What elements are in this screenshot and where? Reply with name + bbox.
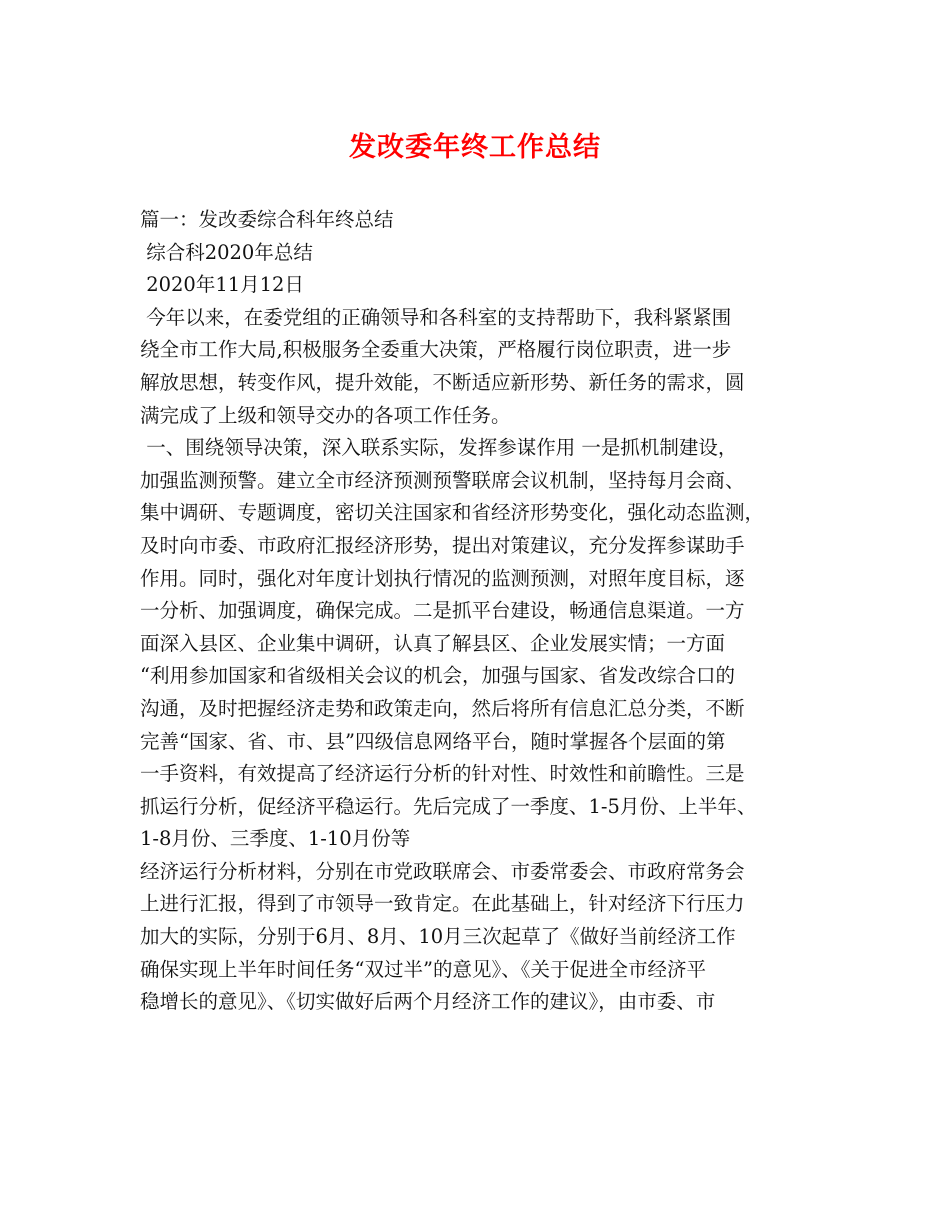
body-line: 加强监测预警。建立全市经济预测预警联席会议机制，坚持每月会商、: [140, 468, 745, 492]
body-line: 2020年11月12日: [140, 273, 304, 297]
body-line: 完善“国家、省、市、县”四级信息网络平台，随时掌握各个层面的第: [140, 729, 726, 753]
body-line: 集中调研、专题调度，密切关注国家和省经济形势变化，强化动态监测，: [140, 501, 765, 525]
document-title: 发改委年终工作总结: [349, 132, 601, 163]
body-line: 稳增长的意见》、《切实做好后两个月经济工作的建议》，由市委、市: [140, 990, 716, 1014]
body-line: 一分析、加强调度，确保完成。二是抓平台建设，畅通信息渠道。一方: [140, 599, 745, 623]
body-line: 加大的实际，分别于6月、8月、10月三次起草了《做好当前经济工作: [140, 925, 736, 949]
body-line: 一手资料，有效提高了经济运行分析的针对性、时效性和前瞻性。三是: [140, 762, 745, 786]
body-line: 一、围绕领导决策，深入联系实际，发挥参谋作用 一是抓机制建设，: [140, 436, 738, 460]
body-line: 今年以来，在委党组的正确领导和各科室的支持帮助下，我科紧紧围: [140, 305, 732, 329]
body-line: “利用参加国家和省级相关会议的机会，加强与国家、省发改综合口的: [140, 664, 735, 688]
body-line: 经济运行分析材料，分别在市党政联席会、市委常委会、市政府常务会: [140, 859, 745, 883]
body-line: 面深入县区、企业集中调研，认真了解县区、企业发展实情；一方面: [140, 631, 726, 655]
document-body: [140, 204, 830, 1019]
body-line: 确保实现上半年时间任务“双过半”的意见》、《关于促进全市经济平: [140, 957, 706, 981]
body-line: 1-8月份、三季度、1-10月份等: [140, 827, 411, 851]
body-line: 作用。同时，强化对年度计划执行情况的监测预测，对照年度目标，逐: [140, 566, 745, 590]
body-line: 综合科2020年总结: [140, 240, 313, 264]
body-line: 及时向市委、市政府汇报经济形势，提出对策建议，充分发挥参谋助手: [140, 533, 745, 557]
body-line: 上进行汇报，得到了市领导一致肯定。在此基础上，针对经济下行压力: [140, 892, 745, 916]
body-line: 满完成了上级和领导交办的各项工作任务。: [140, 403, 511, 427]
body-line: 绕全市工作大局,积极服务全委重大决策，严格履行岗位职责，进一步: [140, 338, 732, 362]
body-line: 篇一：发改委综合科年终总结: [140, 208, 394, 231]
body-line: 解放思想，转变作风，提升效能，不断适应新形势、新任务的需求，圆: [140, 370, 745, 394]
body-line: 抓运行分析，促经济平稳运行。先后完成了一季度、1-5月份、上半年、: [140, 794, 757, 818]
body-line: 沟通，及时把握经济走势和政策走向，然后将所有信息汇总分类，不断: [140, 696, 745, 720]
